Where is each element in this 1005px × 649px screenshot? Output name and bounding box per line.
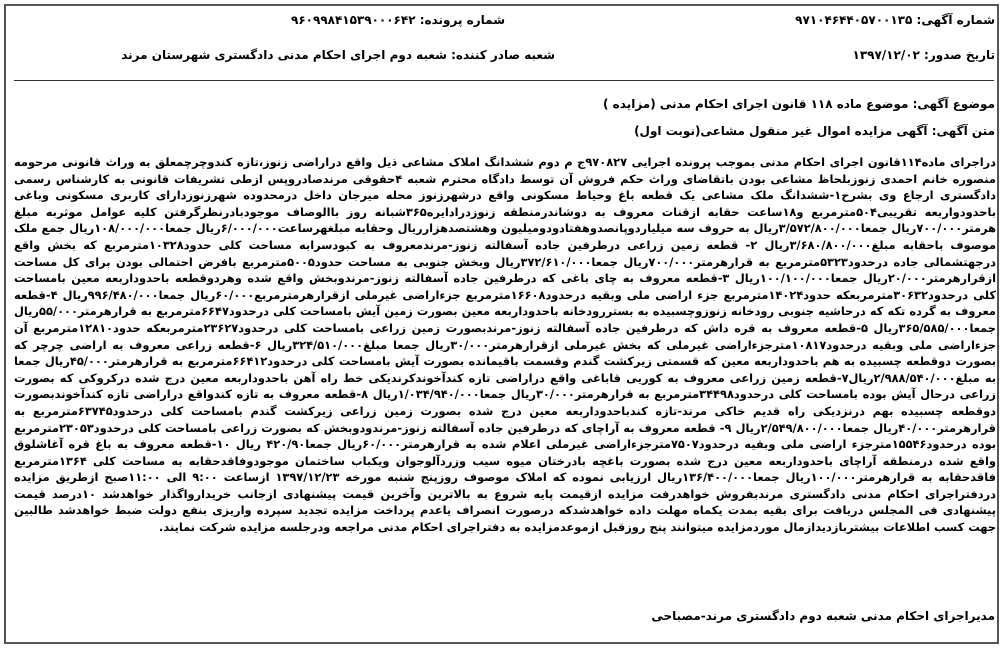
subject-label: موضوع آگهی: [912,97,995,111]
text-heading-label: متن آگهی: [931,124,995,138]
issue-date-label: تاریخ صدور: [924,48,995,62]
subject-value: موضوع ماده ۱۱۸ قانون اجرای احکام مدنی (مزایده ) [603,97,909,111]
ad-number-row [795,13,995,27]
case-number-row [291,13,505,27]
signature: مدیراجرای احکام مدنی شعبه دوم دادگستری مرند-مصباحی [651,609,995,623]
subject-row [603,97,995,111]
issuing-branch-value: شعبه دوم اجرای احکام مدنی دادگستری شهرستان مرند [121,48,447,62]
issuing-branch-label: شعبه صادر کننده: [451,48,555,62]
case-number-value: ۹۶۰۹۹۸۴۱۵۳۹۰۰۰۶۴۲ [291,13,416,27]
issuing-branch-row [121,48,555,62]
ad-number-label: شماره آگهی: [916,13,995,27]
text-heading-row [634,124,995,138]
notice-body: دراجرای ماده۱۱۴قانون اجرای احکام مدنی بموجب پرونده اجرایی ۹۷۰۸۲۷ج م دوم ششدانگ املاک مشاعی ذیل واقع دراراضی زنوز،تازه کندوچرچمعلق به وراث قانونی مرحومه منصوره خانم احمدی زنوزبلحاظ مشاعی بودن باتقاضای وراث حکم فروش آن توسط دادگاه محترم شعبه ۴حقوقی مرندصادروپس ازطی تشریفات قانونی به کارشناس رسمی دادگستری ارجاع وی بشرح۱-ششدانگ ملک مشاعی یک قطعه باغ وحیاط مسکونی واقع درشهرزنوز محله میرجان داخل درمحدوده شهرزنوزدارای کاربری مسکونی وباغی باحدودواربعه تقریبی۵۰۴مترمربع و۱۸ساعت حقابه ازقنات معروف به دوشاندرمنطقه زنوزدرادایره۳۶۵شبانه روز باالوصاف موجودبادرنظرگرفتن کلیه عوامل موثربه مبلغ هرمتر۷۰۰/۰۰۰ریال جمعا۳/۵۷۲/۸۰۰/۰۰۰ریال به حروف سه میلیاردوپانصدوهفتادودومیلیون وهشتصدهزارریال وحقابه مبلغهرساعت۶/۰۰۰/۰۰۰ریال جمعا۱۰۸/۰۰۰/۰۰۰ریال جمع ملک موصوف باحقابه مبلغ۳/۶۸۰/۸۰۰/۰۰۰ریال ۲- قطعه زمین زراعی درطرفین جاده آسفالته زنوز-مرندمعروف به کبودسرابه مساحت کلی حدود۱۰۳۲۸مترمربع که بخش واقع درجهتشمالی جاده درحدود۵۳۲۳مترمربع به قرارهرمتر۷۰۰/۰۰۰ریال جمعا۳۷۲/۶۱۰/۰۰۰ریال وبخش جنوبی به مساحت حدود۵۰۰۵مترمربع بافرض احتمالی بودن برای کل مساحت ازقرارهرمتر۲۰/۰۰۰ریال جمعا۱۰۰/۱۰۰/۰۰۰ریال ۳-قطعه معروف به چای باغی که درطرفین جاده آسفالته زنوز-مرندوبخش واقع شده وهردوقطعه باحدوداربعه معین بامساحت کلی درحدود۳۰۶۳۲مترمربعکه حدود۱۴۰۲۴مترمربع جزء اراضی ملی وبقیه درحدود۱۶۶۰۸مترمربع جزءاراضی غیرملی ازقرارهرمترمربع۶۰/۰۰۰ریال جمعا۹۹۶/۴۸۰/۰۰۰ریال ۴-قطعه معروف به گرده تکه که درحاشیه جنوبی رودخانه زنوزوچسبیده به بستررودخانه باحدوداربعه معین بصورت زمین آیش بامساحت کلی درحدود۶۶۴۷مترمربع به قرارهرمتر۵۵/۰۰۰ریال جمعا۳۶۵/۵۸۵/۰۰۰ریال ۵-قطعه معروف به قره داش که درطرفین جاده آسفالته زنوز-مرندبصورت زمین زراعی بامساحت کلی درحدود۲۳۶۲۷مترمربعکه حدود۱۲۸۱۰مترمربع آن جزءاراضی ملی وبقیه درحدود۱۰۸۱۷مترجزءاراضی غیرملی که بخش غیرملی ازقرارهرمتر۳۰/۰۰۰ریال جمعا مبلغ۳۲۴/۵۱۰/۰۰۰ریال ۶-قطعه زراعی معروف به اراضی چرچر که بصورت دوقطعه چسبیده به هم باحدوداربعه معین که قسمتی زیرکشت گندم وقسمت باقیمانده بصورت آیش بامساحت کلی درحدود۶۶۴۱۲مترمربع به قرارهرمتر۴۵/۰۰۰ریال جمعا به مبلغ۲/۹۸۸/۵۴۰/۰۰۰ریال۷-قطعه زمین زراعی معروف به کوریی قاباغی واقع دراراضی تازه کندآخوندکرندیکی خط راه آهن باحدوداربعه معین درج شده درکروکی که بصورت زراعی درحال آیش بوده بامساحت کلی درحدود۳۴۴۹۸مترمربع به قرارهرمتر۳۰/۰۰۰ریال جمعا۱/۰۳۴/۹۴۰/۰۰۰ریال ۸-قطعه معروف به تازه کندواقع دراراضی تازه کندآخوندبصورت دوقطعه چسبیده بهم درنزدیکی راه قدیم خاکی مرند-تازه کندباحدوداربعه معین درج شده بصورت زمین زراعی زیرکشت گندم بامساحت کلی درحدود۶۳۷۴۵مترمربع به قرارهرمتر۴۰/۰۰۰ریال جمعا۲/۵۴۹/۸۰۰/۰۰۰ریال ۹- قطعه معروف به آراچای که درطرفین جاده آسفالته زنوز-مرندودوبخش که بصورت زراعی بامساحت کلی درحدود۲۳۰۵۳مترمربع بوده درحدود۱۵۵۴۶مترجزء اراضی ملی وبقیه درحدود۷۵۰۷مترجزءاراضی غیرملی اعلام شده به قرارهرمتر۶۰/۰۰۰ریال جمعا۴۲۰/۹۰ ریال ۱۰-قطعه معروف به باغ قره آغاشلوق واقع شده درمنطقه آراچای باحدوداربعه معین درج شده بصورت باغچه بادرختان میوه سیب وزردآلوجوان ویکباب ساختمان موجودوفاقدحقابه به مساحت کلی ۱۳۶۴مترمربع فاقدحقابه به قرارهرمتر۱۰۰/۰۰۰ریال جمعا۱۳۶/۴۰۰/۰۰۰ریال ارزیابی نموده که املاک موصوف روزپنج شنبه مورخه ۱۳۹۷/۱۲/۲۳ ازساعت ۹:۰۰ الی ۱۱:۰۰صبح ازطریق مزایده دردفتراجرای احکام مدنی دادگستری مرندبفروش خواهدرفت مزایده ازقیمت پایه شروع به بالاترین وآخرین قیمت پیشنهادی ازجانب خریدارواگذار خواهدشد ۱۰درصد قیمت پیشنهادی فی المجلس دریافت برای بقیه بمدت یکماه مهلت داده خواهدشدکه درصورت انصراف یاعدم پرداخت مزایده تجدید سپرده واریزی بنفع دولت ضبط خواهدشد طالبین جهت کسب اطلاعات بیشتربازدیدازمال موردمزایده میتوانند پنج روزقبل ازموعدمزایده به دفتراجرای احکام مدنی مراجعه ودرجلسه مزایده شرکت نمایند. [14,155,997,535]
header-divider [14,80,994,81]
issue-date-value: ۱۳۹۷/۱۲/۰۲ [852,48,920,62]
ad-number-value: ۹۷۱۰۴۶۴۴۰۵۷۰۰۱۳۵ [795,13,913,27]
text-heading-value: آگهی مزایده اموال غیر منقول مشاعی(نوبت اول) [634,124,928,138]
issue-date-row [853,48,996,62]
case-number-label: شماره پرونده: [419,13,505,27]
